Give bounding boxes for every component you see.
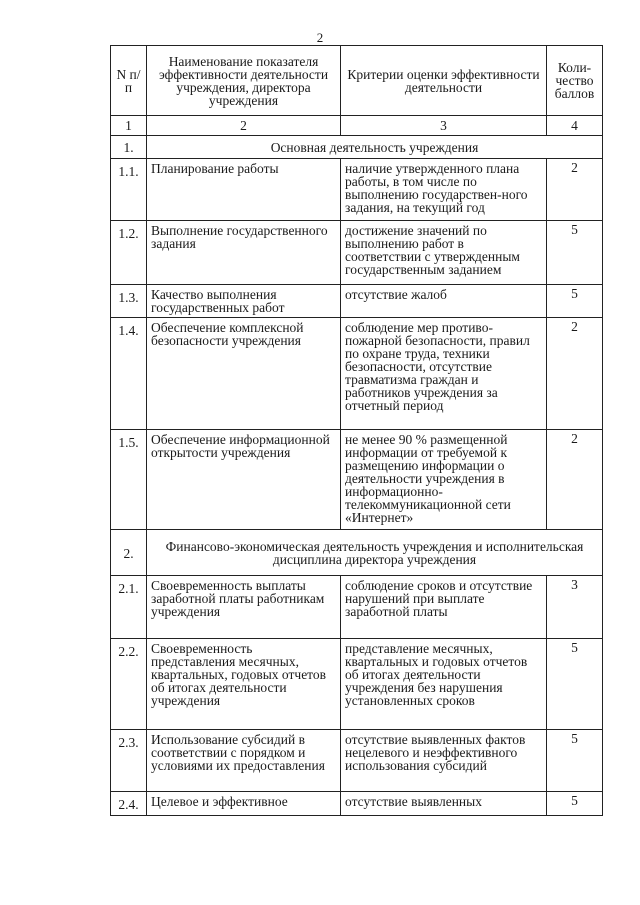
- row-number: 1.3.: [111, 285, 147, 318]
- section-row: [111, 136, 603, 159]
- table-row: [111, 430, 603, 530]
- section-title: Основная деятельность учреждения: [147, 136, 603, 159]
- header-criteria: Критерии оценки эффективности деятельности: [341, 46, 547, 116]
- row-criteria: отсутствие выявленных фактов нецелевого и неэффективного использования субсидий: [341, 730, 547, 792]
- row-criteria: наличие утвержденного плана работы, в том числе по выполнению государствен-ного задания, на текущий год: [341, 159, 547, 221]
- row-points: 5: [547, 221, 603, 285]
- section-number: 1.: [111, 136, 147, 159]
- row-indicator-name: Качество выполнения государственных работ: [147, 285, 341, 318]
- row-criteria: достижение значений по выполнению работ в соответствии с утвержденным государственным заданием: [341, 221, 547, 285]
- row-indicator-name: Обеспечение комплексной безопасности учреждения: [147, 318, 341, 430]
- header-points: Коли-чество баллов: [547, 46, 603, 116]
- row-number: 1.5.: [111, 430, 147, 530]
- table-row: [111, 639, 603, 730]
- row-criteria: отсутствие жалоб: [341, 285, 547, 318]
- row-indicator-name: Выполнение государственного задания: [147, 221, 341, 285]
- column-number: 3: [341, 116, 547, 136]
- row-criteria: не менее 90 % размещенной информации от требуемой к размещению информации о деятельности учреждения в информационно-телекоммуникационной сети «Интернет»: [341, 430, 547, 530]
- row-indicator-name: Своевременность выплаты заработной платы работникам учреждения: [147, 576, 341, 639]
- column-numbers-row: [111, 116, 603, 136]
- row-criteria: отсутствие выявленных: [341, 792, 547, 816]
- row-number: 2.3.: [111, 730, 147, 792]
- row-points: 2: [547, 430, 603, 530]
- row-number: 2.1.: [111, 576, 147, 639]
- row-number: 2.2.: [111, 639, 147, 730]
- column-number: 1: [111, 116, 147, 136]
- section-title: Финансово-экономическая деятельность учреждения и исполнительская дисциплина директора учреждения: [147, 530, 603, 576]
- table-row: [111, 730, 603, 792]
- row-points: 5: [547, 285, 603, 318]
- row-criteria: соблюдение мер противо-пожарной безопасности, правил по охране труда, техники безопасности, отсутствие травматизма граждан и работников учреждения за отчетный период: [341, 318, 547, 430]
- table-row: [111, 792, 603, 816]
- section-number: 2.: [111, 530, 147, 576]
- row-points: 2: [547, 159, 603, 221]
- row-indicator-name: Целевое и эффективное: [147, 792, 341, 816]
- table-row: [111, 285, 603, 318]
- row-criteria: соблюдение сроков и отсутствие нарушений при выплате заработной платы: [341, 576, 547, 639]
- row-points: 5: [547, 792, 603, 816]
- row-points: 2: [547, 318, 603, 430]
- row-points: 5: [547, 730, 603, 792]
- page-number: 2: [316, 30, 324, 45]
- column-number: 4: [547, 116, 603, 136]
- header-indicator-name: Наименование показателя эффективности деятельности учреждения, директора учреждения: [147, 46, 341, 116]
- row-number: 2.4.: [111, 792, 147, 816]
- performance-table: [110, 45, 603, 816]
- row-indicator-name: Обеспечение информационной открытости учреждения: [147, 430, 341, 530]
- table-row: [111, 318, 603, 430]
- table-row: [111, 221, 603, 285]
- row-number: 1.1.: [111, 159, 147, 221]
- table-row: [111, 576, 603, 639]
- row-indicator-name: Своевременность представления месячных, квартальных, годовых отчетов об итогах деятельности учреждения: [147, 639, 341, 730]
- row-number: 1.4.: [111, 318, 147, 430]
- section-row: [111, 530, 603, 576]
- row-points: 5: [547, 639, 603, 730]
- row-indicator-name: Использование субсидий в соответствии с порядком и условиями их предоставления: [147, 730, 341, 792]
- table-row: [111, 159, 603, 221]
- row-criteria: представление месячных, квартальных и годовых отчетов об итогах деятельности учреждения без нарушения установленных сроков: [341, 639, 547, 730]
- table-header-row: [111, 46, 603, 116]
- row-number: 1.2.: [111, 221, 147, 285]
- row-indicator-name: Планирование работы: [147, 159, 341, 221]
- header-number: N п/п: [111, 46, 147, 116]
- row-points: 3: [547, 576, 603, 639]
- column-number: 2: [147, 116, 341, 136]
